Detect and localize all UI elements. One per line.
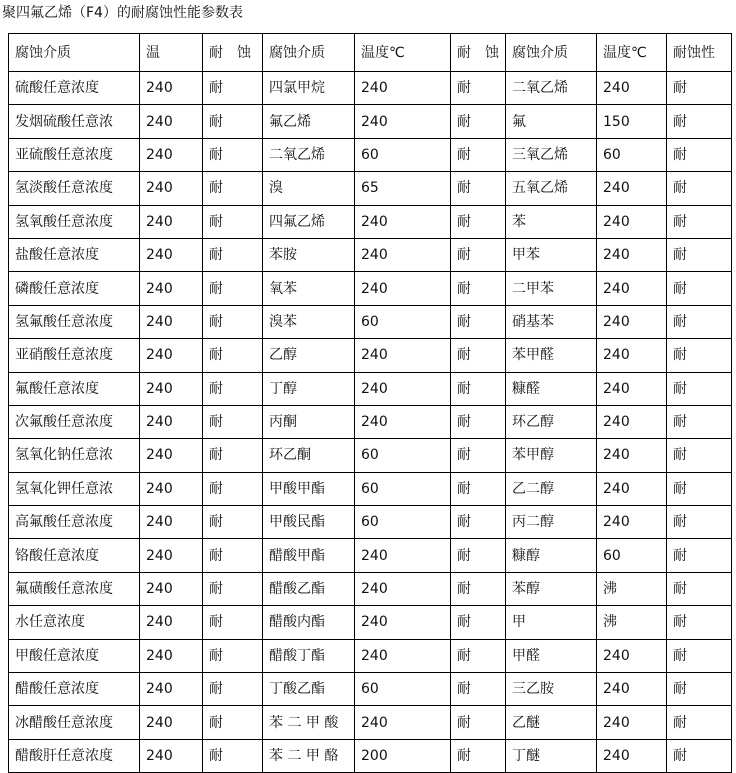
table-cell: 60 [355, 138, 451, 171]
table-cell: 240 [597, 439, 667, 472]
table-row [9, 372, 732, 405]
table-cell: 240 [597, 339, 667, 372]
table-row [9, 539, 732, 572]
table-row [9, 706, 732, 739]
column-header: 腐蚀介质 [263, 34, 355, 72]
table-cell: 60 [355, 673, 451, 706]
table-cell: 240 [355, 372, 451, 405]
table-row [9, 238, 732, 271]
column-header: 温 [140, 34, 203, 72]
table-cell: 240 [140, 539, 203, 572]
table-cell: 耐 [451, 506, 506, 539]
table-row [9, 72, 732, 105]
table-cell: 丁醇 [263, 372, 355, 405]
table-cell: 耐 [451, 572, 506, 605]
table-cell: 溴苯 [263, 305, 355, 338]
table-cell: 耐 [451, 138, 506, 171]
table-cell: 耐 [203, 372, 263, 405]
table-cell: 240 [140, 372, 203, 405]
table-row [9, 639, 732, 672]
table-cell: 氢氧酸任意浓度 [9, 205, 140, 238]
table-cell: 60 [597, 138, 667, 171]
table-cell: 60 [355, 305, 451, 338]
table-row [9, 138, 732, 171]
table-cell: 耐 [451, 739, 506, 772]
table-cell: 耐 [203, 606, 263, 639]
table-cell: 乙醚 [506, 706, 597, 739]
table-cell: 硫酸任意浓度 [9, 72, 140, 105]
table-cell: 糠醇 [506, 539, 597, 572]
table-cell: 200 [355, 739, 451, 772]
table-cell: 240 [355, 606, 451, 639]
table-row [9, 205, 732, 238]
table-cell: 醋酸甲酯 [263, 539, 355, 572]
table-cell: 耐 [451, 405, 506, 438]
table-cell: 耐 [667, 506, 732, 539]
table-cell: 240 [597, 639, 667, 672]
table-cell: 苯 二 甲 酪 [263, 739, 355, 772]
table-cell: 乙二醇 [506, 472, 597, 505]
table-cell: 氟磺酸任意浓度 [9, 572, 140, 605]
table-cell: 耐 [451, 673, 506, 706]
table-cell: 耐 [203, 439, 263, 472]
table-cell: 耐 [203, 472, 263, 505]
table-cell: 沸 [597, 572, 667, 605]
table-cell: 耐 [667, 105, 732, 138]
table-cell: 氢氧化钠任意浓 [9, 439, 140, 472]
table-cell: 耐 [667, 272, 732, 305]
table-cell: 60 [355, 506, 451, 539]
table-cell: 耐 [667, 572, 732, 605]
table-cell: 耐 [203, 706, 263, 739]
table-cell: 240 [355, 706, 451, 739]
table-cell: 丙酮 [263, 405, 355, 438]
table-row [9, 673, 732, 706]
page-title: 聚四氟乙烯（F4）的耐腐蚀性能参数表 [2, 5, 243, 21]
table-cell: 240 [597, 706, 667, 739]
table-row [9, 172, 732, 205]
table-cell: 耐 [667, 539, 732, 572]
table-row [9, 572, 732, 605]
table-cell: 60 [597, 539, 667, 572]
table-cell: 240 [140, 305, 203, 338]
table-cell: 耐 [203, 172, 263, 205]
table-cell: 耐 [667, 739, 732, 772]
table-cell: 60 [355, 439, 451, 472]
table-cell: 高氟酸任意浓度 [9, 506, 140, 539]
table-cell: 沸 [597, 606, 667, 639]
table-cell: 甲醛 [506, 639, 597, 672]
table-cell: 亚硝酸任意浓度 [9, 339, 140, 372]
table-cell: 环乙醇 [506, 405, 597, 438]
table-cell: 耐 [667, 372, 732, 405]
table-cell: 240 [355, 639, 451, 672]
table-cell: 耐 [667, 138, 732, 171]
table-cell: 耐 [451, 639, 506, 672]
table-cell: 二氧乙烯 [506, 72, 597, 105]
table-cell: 丁酸乙酯 [263, 673, 355, 706]
table-cell: 耐 [203, 506, 263, 539]
table-cell: 醋酸肝任意浓度 [9, 739, 140, 772]
table-cell: 甲酸民酯 [263, 506, 355, 539]
table-cell: 240 [140, 606, 203, 639]
table-cell: 240 [355, 105, 451, 138]
table-cell: 耐 [667, 205, 732, 238]
table-cell: 甲 [506, 606, 597, 639]
table-cell: 溴 [263, 172, 355, 205]
table-cell: 二氧乙烯 [263, 138, 355, 171]
table-cell: 铬酸任意浓度 [9, 539, 140, 572]
table-cell: 240 [140, 339, 203, 372]
table-cell: 耐 [667, 639, 732, 672]
table-cell: 240 [140, 673, 203, 706]
corrosion-table [8, 33, 732, 773]
table-cell: 240 [140, 205, 203, 238]
table-row [9, 606, 732, 639]
table-cell: 240 [140, 272, 203, 305]
table-cell: 240 [140, 739, 203, 772]
table-cell: 240 [597, 372, 667, 405]
table-cell: 醋酸任意浓度 [9, 673, 140, 706]
table-cell: 耐 [451, 606, 506, 639]
table-cell: 耐 [667, 673, 732, 706]
table-cell: 耐 [451, 439, 506, 472]
column-header: 腐蚀介质 [506, 34, 597, 72]
table-cell: 亚硫酸任意浓度 [9, 138, 140, 171]
table-cell: 氧苯 [263, 272, 355, 305]
table-cell: 醋酸丁酯 [263, 639, 355, 672]
table-cell: 240 [597, 72, 667, 105]
table-cell: 耐 [203, 339, 263, 372]
table-cell: 次氟酸任意浓度 [9, 405, 140, 438]
table-cell: 丁醚 [506, 739, 597, 772]
table-row [9, 739, 732, 772]
table-cell: 苯甲醛 [506, 339, 597, 372]
column-header: 腐蚀介质 [9, 34, 140, 72]
table-cell: 苯胺 [263, 238, 355, 271]
table-cell: 五氧乙烯 [506, 172, 597, 205]
table-row [9, 305, 732, 338]
table-cell: 糠醛 [506, 372, 597, 405]
table-cell: 环乙酮 [263, 439, 355, 472]
table-cell: 240 [355, 272, 451, 305]
table-cell: 盐酸任意浓度 [9, 238, 140, 271]
table-cell: 冰醋酸任意浓度 [9, 706, 140, 739]
table-header-row [9, 34, 732, 72]
table-cell: 240 [597, 172, 667, 205]
table-cell: 240 [597, 272, 667, 305]
table-cell: 耐 [667, 339, 732, 372]
column-header: 耐 蚀 [451, 34, 506, 72]
table-cell: 水任意浓度 [9, 606, 140, 639]
table-cell: 耐 [667, 606, 732, 639]
table-cell: 240 [140, 172, 203, 205]
table-cell: 240 [597, 472, 667, 505]
table-cell: 耐 [203, 572, 263, 605]
table-cell: 耐 [203, 405, 263, 438]
table-cell: 60 [355, 472, 451, 505]
table-cell: 耐 [451, 339, 506, 372]
table-cell: 耐 [451, 72, 506, 105]
column-header: 温度℃ [355, 34, 451, 72]
table-cell: 240 [140, 706, 203, 739]
table-cell: 240 [355, 539, 451, 572]
table-cell: 三氧乙烯 [506, 138, 597, 171]
table-cell: 四氟乙烯 [263, 205, 355, 238]
table-cell: 磷酸任意浓度 [9, 272, 140, 305]
table-cell: 240 [355, 238, 451, 271]
table-cell: 240 [355, 339, 451, 372]
table-row [9, 506, 732, 539]
table-cell: 240 [140, 105, 203, 138]
table-cell: 氢氟酸任意浓度 [9, 305, 140, 338]
table-cell: 65 [355, 172, 451, 205]
table-cell: 耐 [667, 172, 732, 205]
table-row [9, 339, 732, 372]
table-cell: 耐 [203, 72, 263, 105]
table-cell: 240 [597, 739, 667, 772]
column-header: 耐蚀性 [667, 34, 732, 72]
table-cell: 耐 [203, 272, 263, 305]
table-cell: 硝基苯 [506, 305, 597, 338]
table-cell: 三乙胺 [506, 673, 597, 706]
table-cell: 耐 [203, 105, 263, 138]
table-cell: 耐 [203, 205, 263, 238]
table-row [9, 405, 732, 438]
table-cell: 醋酸乙酯 [263, 572, 355, 605]
table-cell: 耐 [667, 305, 732, 338]
table-cell: 240 [355, 205, 451, 238]
table-cell: 醋酸内酯 [263, 606, 355, 639]
table-cell: 甲苯 [506, 238, 597, 271]
table-cell: 240 [140, 405, 203, 438]
table-cell: 四氯甲烷 [263, 72, 355, 105]
table-cell: 240 [597, 238, 667, 271]
table-cell: 二甲苯 [506, 272, 597, 305]
table-cell: 甲酸任意浓度 [9, 639, 140, 672]
table-cell: 耐 [451, 305, 506, 338]
table-cell: 耐 [203, 238, 263, 271]
table-cell: 耐 [203, 539, 263, 572]
table-row [9, 439, 732, 472]
table-cell: 氟酸任意浓度 [9, 372, 140, 405]
table-cell: 乙醇 [263, 339, 355, 372]
table-cell: 240 [355, 572, 451, 605]
table-cell: 耐 [667, 472, 732, 505]
table-cell: 耐 [667, 72, 732, 105]
table-cell: 氟 [506, 105, 597, 138]
table-cell: 240 [597, 205, 667, 238]
table-cell: 耐 [451, 272, 506, 305]
table-cell: 150 [597, 105, 667, 138]
table-cell: 耐 [451, 172, 506, 205]
table-cell: 240 [597, 305, 667, 338]
table-cell: 耐 [451, 539, 506, 572]
table-cell: 240 [597, 673, 667, 706]
table-cell: 耐 [203, 639, 263, 672]
table-cell: 240 [355, 405, 451, 438]
table-cell: 耐 [451, 205, 506, 238]
table-cell: 耐 [203, 739, 263, 772]
column-header: 耐 蚀 [203, 34, 263, 72]
table-cell: 耐 [451, 706, 506, 739]
table-cell: 氢氧化钾任意浓 [9, 472, 140, 505]
table-cell: 240 [597, 506, 667, 539]
table-cell: 甲酸甲酯 [263, 472, 355, 505]
table-cell: 苯 二 甲 酸 [263, 706, 355, 739]
table-cell: 240 [140, 238, 203, 271]
table-cell: 耐 [667, 405, 732, 438]
table-cell: 240 [140, 138, 203, 171]
table-cell: 耐 [203, 305, 263, 338]
table-cell: 耐 [451, 238, 506, 271]
table-cell: 发烟硫酸任意浓 [9, 105, 140, 138]
table-cell: 苯醇 [506, 572, 597, 605]
table-cell: 240 [140, 506, 203, 539]
table-cell: 240 [140, 639, 203, 672]
table-cell: 240 [597, 405, 667, 438]
table-cell: 耐 [451, 472, 506, 505]
table-cell: 240 [140, 439, 203, 472]
table-cell: 耐 [667, 706, 732, 739]
table-cell: 氢淡酸任意浓度 [9, 172, 140, 205]
table-cell: 240 [140, 572, 203, 605]
table-cell: 氟乙烯 [263, 105, 355, 138]
table-cell: 240 [355, 72, 451, 105]
table-row [9, 472, 732, 505]
table-cell: 耐 [451, 372, 506, 405]
table-cell: 240 [140, 472, 203, 505]
table-cell: 耐 [667, 238, 732, 271]
table-cell: 240 [140, 72, 203, 105]
table-cell: 苯 [506, 205, 597, 238]
table-cell: 苯甲醇 [506, 439, 597, 472]
table-cell: 丙二醇 [506, 506, 597, 539]
table-cell: 耐 [451, 105, 506, 138]
table-cell: 耐 [203, 673, 263, 706]
table-row [9, 105, 732, 138]
table-cell: 耐 [667, 439, 732, 472]
column-header: 温度℃ [597, 34, 667, 72]
table-cell: 耐 [203, 138, 263, 171]
table-row [9, 272, 732, 305]
